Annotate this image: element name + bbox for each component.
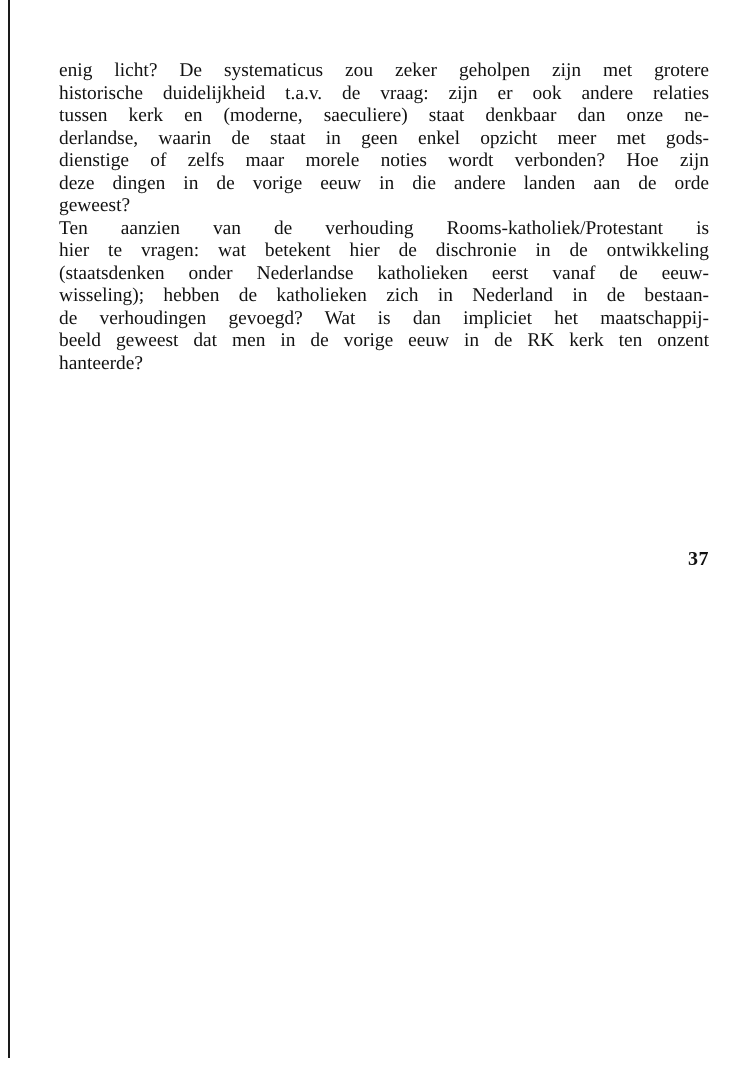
text-line: dienstige of zelfs maar morele noties wordt verbonden? Hoe zijn — [59, 150, 709, 171]
text-line: (staatsdenken onder Nederlandse katholieken eerst vanaf de eeuw- — [59, 262, 709, 284]
page-number: 37 — [688, 548, 709, 570]
body-text — [59, 60, 709, 375]
text-line: tussen kerk en (moderne, saeculiere) staat denkbaar dan onze ne- — [59, 105, 709, 126]
text-line: Ten aanzien van de verhouding Rooms-katholiek/Protestant is — [59, 217, 709, 239]
text-line: geweest? — [59, 195, 131, 216]
paragraph-1 — [59, 60, 709, 218]
page-edge-line — [8, 0, 10, 1058]
text-line: enig licht? De systematicus zou zeker geholpen zijn met grotere — [59, 60, 709, 81]
text-line: hier te vragen: wat betekent hier de dischronie in de ontwikkeling — [59, 240, 709, 261]
text-line: historische duidelijkheid t.a.v. de vraag: zijn er ook andere relaties — [59, 82, 709, 104]
text-line: deze dingen in de vorige eeuw in die andere landen aan de orde — [59, 172, 709, 194]
text-line: hanteerde? — [59, 352, 143, 374]
text-line: wisseling); hebben de katholieken zich in Nederland in de bestaan- — [59, 285, 709, 306]
text-line: derlandse, waarin de staat in geen enkel opzicht meer met gods- — [59, 127, 709, 149]
text-line: de verhoudingen gevoegd? Wat is dan impliciet het maatschappij- — [59, 307, 709, 329]
paragraph-2 — [59, 218, 709, 376]
text-line: beeld geweest dat men in de vorige eeuw in de RK kerk ten onzent — [59, 330, 709, 351]
